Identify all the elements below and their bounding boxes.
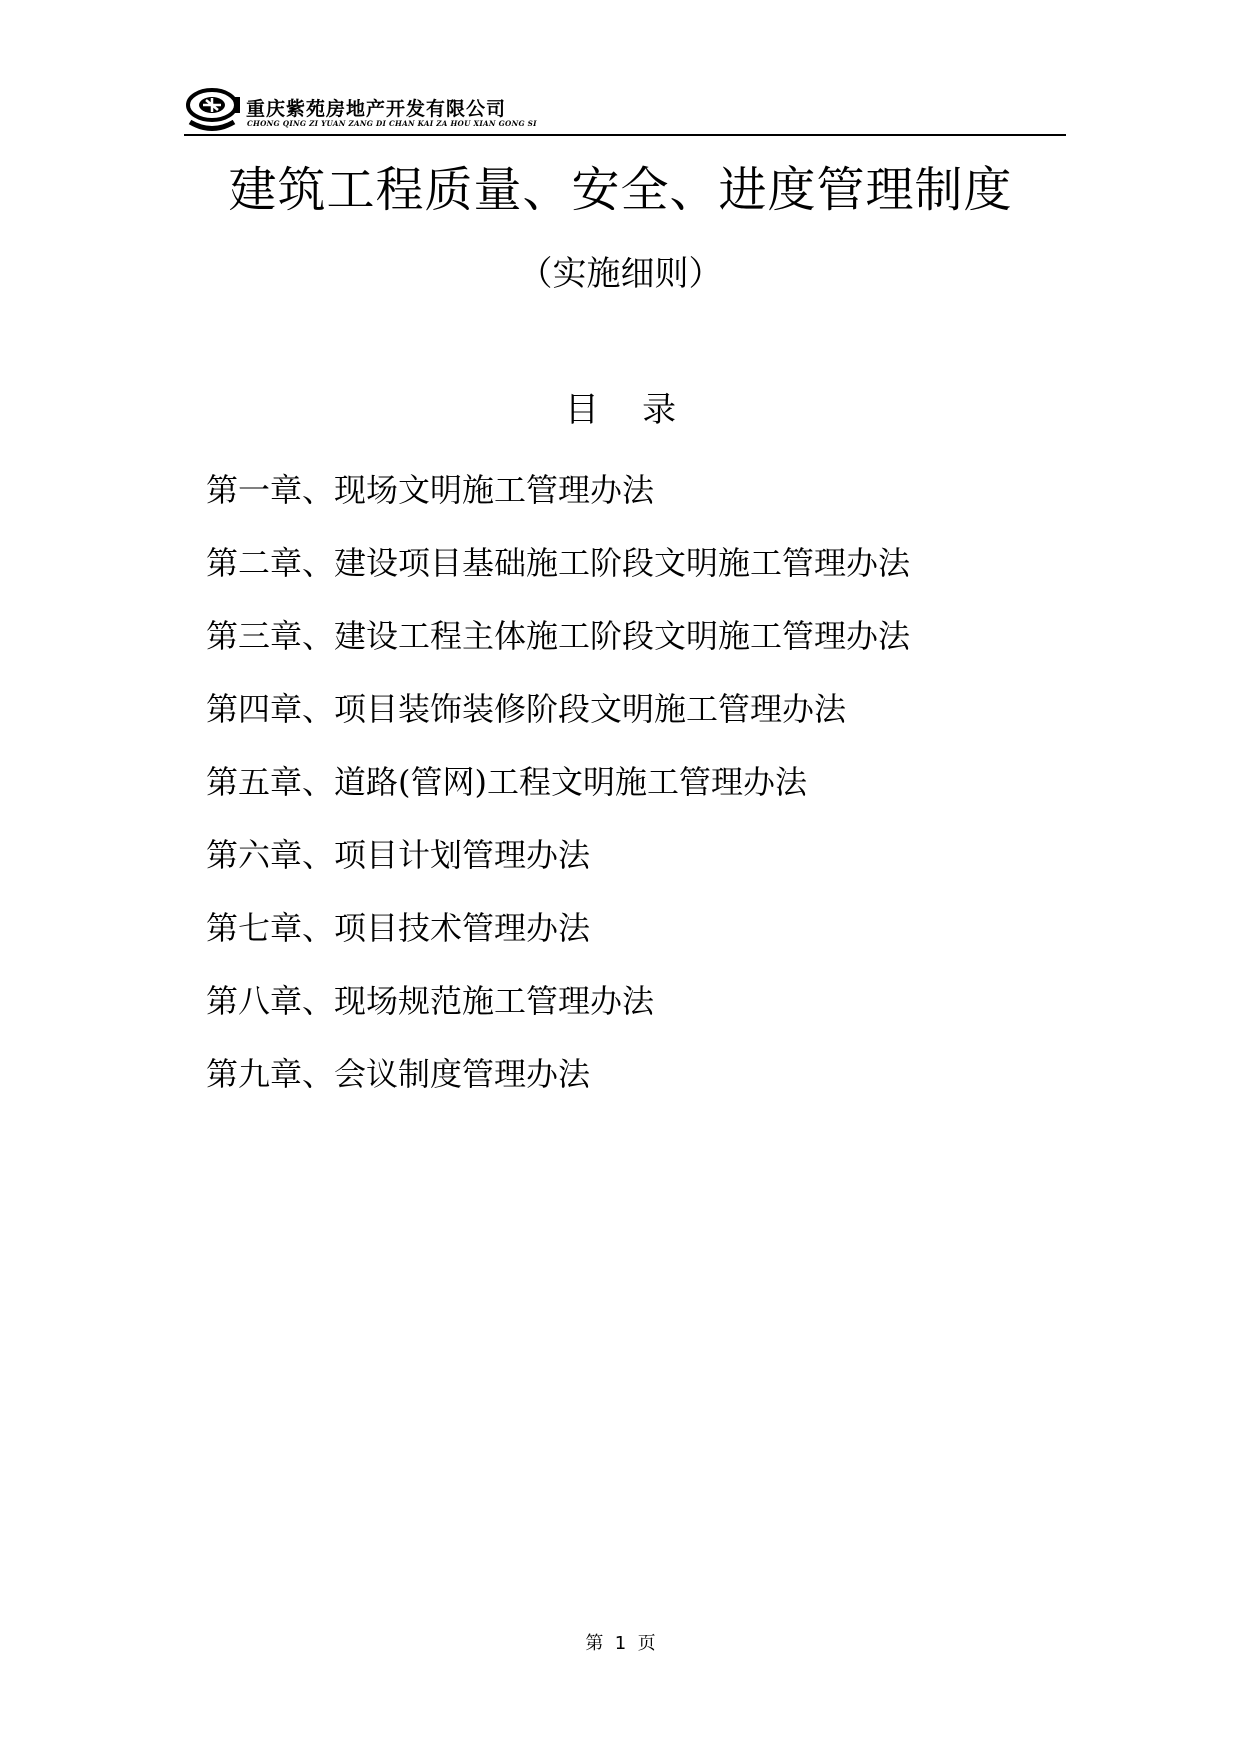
company-name-pinyin: CHONG QING ZI YUAN ZANG DI CHAN KAI ZA HOU XIAN GONG SI	[247, 119, 537, 128]
page-header	[186, 83, 1066, 135]
toc-item-chapter-9[interactable]: 第九章、会议制度管理办法	[206, 1055, 591, 1093]
toc-heading: 目 录	[564, 390, 677, 430]
toc-item-chapter-8[interactable]: 第八章、现场规范施工管理办法	[206, 982, 655, 1020]
toc-item-chapter-5[interactable]: 第五章、道路(管网)工程文明施工管理办法	[206, 763, 807, 801]
table-of-contents	[206, 468, 910, 1125]
toc-item-chapter-2[interactable]: 第二章、建设项目基础施工阶段文明施工管理办法	[206, 544, 911, 582]
toc-item-chapter-1[interactable]: 第一章、现场文明施工管理办法	[206, 471, 655, 509]
toc-item-chapter-3[interactable]: 第三章、建设工程主体施工阶段文明施工管理办法	[206, 617, 911, 655]
page-number: 第 1 页	[585, 1633, 656, 1654]
document-title: 建筑工程质量、安全、进度管理制度	[228, 162, 1013, 218]
company-logo-icon	[186, 83, 242, 135]
toc-item-chapter-7[interactable]: 第七章、项目技术管理办法	[206, 909, 591, 947]
header-divider	[184, 134, 1066, 136]
company-name: 重庆紫苑房地产开发有限公司	[246, 98, 507, 120]
toc-item-chapter-4[interactable]: 第四章、项目装饰装修阶段文明施工管理办法	[206, 690, 847, 728]
toc-item-chapter-6[interactable]: 第六章、项目计划管理办法	[206, 836, 591, 874]
document-subtitle: （实施细则）	[518, 254, 723, 294]
